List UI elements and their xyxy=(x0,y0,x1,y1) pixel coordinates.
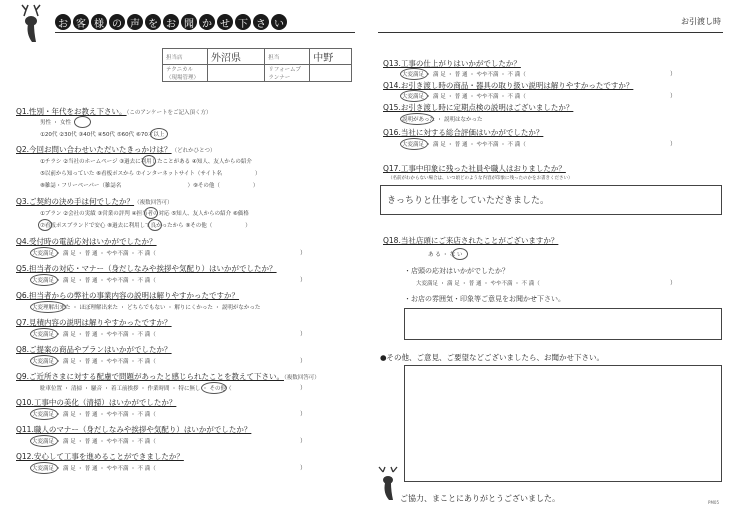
technical-value[interactable] xyxy=(208,65,265,82)
title-char: か xyxy=(199,14,215,30)
paren-close: ） xyxy=(300,465,307,472)
q17-handwriting: きっちりと仕事をしていただきました。 xyxy=(387,196,550,206)
q18-label: Q18.当社店頭にご来店されたことがございますか？ xyxy=(383,236,559,245)
q3-label: Q3.ご契約の決め手は何でしたか？（複数回答可） xyxy=(16,197,173,206)
answer-circle xyxy=(400,68,428,80)
right-page-title: お引渡し時 xyxy=(681,17,721,26)
answer-circle xyxy=(30,274,58,286)
title-char: お xyxy=(55,14,71,30)
paren-close: ） xyxy=(670,93,677,100)
answer-circle xyxy=(201,382,227,394)
q10-label: Q10.工事中の美化（清掃）はいかがでしたか？ xyxy=(16,398,177,407)
title-char: い xyxy=(271,14,287,30)
q9-options[interactable]: 駐車位置 ・ 清掃 ・ 騒音 ・ 着工前挨拶 ・ 作業時間 ・ 特に無し ・ その他（ xyxy=(40,386,232,392)
q18-atmosphere-question: ・お店の雰囲気・印象等ご意見をお聞かせ下さい。 xyxy=(404,295,565,303)
paren-close: ） xyxy=(300,358,307,365)
q18-atmosphere-box[interactable] xyxy=(404,308,722,340)
answer-circle xyxy=(38,219,52,231)
q10-options[interactable]: 大変満足 ・ 満 足 ・ 普 通 ・ やや不満 ・ 不 満（ xyxy=(32,412,156,418)
q9-label: Q9.ご近所さまに対する配慮で問題があったと感じられたことを教えて下さい。（複数回答可） xyxy=(16,372,320,381)
planner-label: リフォームプランナー xyxy=(265,65,310,82)
q14-options[interactable]: 大変満足 ・ 満 足 ・ 普 通 ・ やや不満 ・ 不 満（ xyxy=(402,94,526,100)
q6-options[interactable]: 大変理解出来た ・ ほぼ理解出来た ・ どちらでもない ・ 解りにくかった ・ 説明がなかった xyxy=(32,305,261,311)
title-char: さ xyxy=(253,14,269,30)
title-char: 聞 xyxy=(181,14,197,30)
other-comments-box[interactable] xyxy=(404,365,722,482)
answer-circle xyxy=(30,435,58,447)
answer-circle xyxy=(400,113,434,125)
q17-note: （名前がわからない場合は、いつ頃どのような内容が印象に残ったのかをお書きください） xyxy=(388,176,573,181)
staff-value[interactable]: 中野 xyxy=(310,49,352,65)
answer-circle xyxy=(30,328,58,340)
staff-table xyxy=(162,48,352,82)
q11-options[interactable]: 大変満足 ・ 満 足 ・ 普 通 ・ やや不満 ・ 不 満（ xyxy=(32,439,156,445)
title-char: 下 xyxy=(235,14,251,30)
q16-label: Q16.当社に対する総合評価はいかがでしたか？ xyxy=(383,128,544,137)
q7-label: Q7.見積内容の説明は解りやすかったですか？ xyxy=(16,318,172,327)
footer-thanks: ご協力、まことにありがとうございました。 xyxy=(400,494,560,503)
q5-label: Q5.担当者の対応・マナー（身だしなみや挨拶や気配り）はいかがでしたか？ xyxy=(16,264,277,273)
q2-line3[interactable]: ⑧雑誌・フリーペーパー（雑誌名 ）⑨その他（ ） xyxy=(40,183,259,189)
branch-label: 担当店 xyxy=(163,49,208,65)
q6-label: Q6.担当者からの弊社の事業内容の説明は解りやすかったですか？ xyxy=(16,291,240,300)
paren-close: ） xyxy=(300,411,307,418)
answer-circle xyxy=(30,247,58,259)
q1-label: Q1.性別・年代をお教え下さい。（このアンケートをご記入頂く方） xyxy=(16,107,212,116)
paren-close: ） xyxy=(300,385,307,392)
paren-close: ） xyxy=(670,141,677,148)
answer-circle xyxy=(30,408,58,420)
answer-circle xyxy=(400,90,428,102)
form-code: PM05 xyxy=(708,500,719,505)
paren-close: ） xyxy=(300,331,307,338)
answer-circle xyxy=(144,207,158,219)
title-char: せ xyxy=(217,14,233,30)
q1-gender[interactable]: 男性 ・ 女性 xyxy=(40,120,71,126)
q15-options[interactable]: 説明があった ・ 説明はなかった xyxy=(402,117,483,123)
q15-label: Q15.お引き渡し時に定期点検の説明はございましたか？ xyxy=(383,103,574,112)
deer-logo-icon xyxy=(12,4,52,44)
q3-line2[interactable]: ⑦看板ポスブランドで安心 ⑧過去に利用して良かったから ⑨その他（ ） xyxy=(40,223,251,229)
title-char: を xyxy=(145,14,161,30)
answer-circle xyxy=(452,248,468,260)
q17-label: Q17.工事中印象に残った社員や職人はおりましたか？ xyxy=(383,164,566,173)
q4-label: Q4.受付時の電話応対はいかがでしたか？ xyxy=(16,237,157,246)
answer-circle xyxy=(150,128,168,140)
staff-label: 担当 xyxy=(265,49,310,65)
q13-options[interactable]: 大変満足 ・ 満 足 ・ 普 通 ・ やや不満 ・ 不 満（ xyxy=(402,72,526,78)
title-divider xyxy=(378,32,723,33)
q18-counter-question: ・店頭の応対はいかがでしたか？ xyxy=(404,267,509,275)
answer-circle xyxy=(30,355,58,367)
paren-close: ） xyxy=(300,250,307,257)
q5-options[interactable]: 大変満足 ・ 満 足 ・ 普 通 ・ やや不満 ・ 不 満（ xyxy=(32,278,156,284)
q18-options[interactable]: あ る ・ な い xyxy=(428,252,463,258)
q11-label: Q11.職人のマナー（身だしなみや挨拶や気配り）はいかがでしたか？ xyxy=(16,425,252,434)
q1-ages[interactable]: ①20代 ②30代 ③40代 ④50代 ⑤60代 ⑥70才以上 xyxy=(40,132,165,138)
answer-circle xyxy=(142,155,156,167)
paren-close: ） xyxy=(300,438,307,445)
q4-options[interactable]: 大変満足 ・ 満 足 ・ 普 通 ・ やや不満 ・ 不 満（ xyxy=(32,251,156,257)
answer-circle xyxy=(74,116,91,128)
q16-options[interactable]: 大変満足 ・ 満 足 ・ 普 通 ・ やや不満 ・ 不 満（ xyxy=(402,142,526,148)
q3-line1[interactable]: ①プラン ②会社の実績 ③営業の評判 ④担当者の対応 ⑤知人、友人からの紹介 ⑥価格 xyxy=(40,211,249,217)
survey-title xyxy=(55,14,287,30)
answer-circle xyxy=(30,462,58,474)
q14-label: Q14.お引き渡し時の商品・器具の取り扱い説明は解りやすかったですか？ xyxy=(383,81,634,90)
q17-answer-box[interactable] xyxy=(380,185,722,215)
branch-value[interactable]: 外沼県 xyxy=(208,49,265,65)
paren-close: ） xyxy=(670,71,677,78)
q7-options[interactable]: 大変満足 ・ 満 足 ・ 普 通 ・ やや不満 ・ 不 満（ xyxy=(32,332,156,338)
title-divider xyxy=(55,32,355,33)
planner-value[interactable] xyxy=(310,65,352,82)
q2-label: Q2.今回お問い合わせいただいたきっかけは？（どれかひとつ） xyxy=(16,145,216,154)
answer-circle xyxy=(400,138,428,150)
q8-label: Q8.ご提案の商品やプランはいかがでしたか？ xyxy=(16,345,172,354)
title-char: お xyxy=(163,14,179,30)
q12-options[interactable]: 大変満足 ・ 満 足 ・ 普 通 ・ やや不満 ・ 不 満（ xyxy=(32,466,156,472)
q13-label: Q13.工事の仕上がりはいかがでしたか？ xyxy=(383,59,521,68)
title-char: 声 xyxy=(127,14,143,30)
answer-circle xyxy=(148,219,162,231)
left-page xyxy=(0,0,364,516)
title-char: 客 xyxy=(73,14,89,30)
q18-counter-options[interactable]: 大変満足 ・ 満 足 ・ 普 通 ・ やや不満 ・ 不 満（ xyxy=(416,281,540,287)
title-char: 様 xyxy=(91,14,107,30)
paren-close: ） xyxy=(300,277,307,284)
q2-line2[interactable]: ⑤以前から知っていた ⑥看板ポスから ⑦インターネットサイト（サイト名 ） xyxy=(40,171,261,177)
title-char: の xyxy=(109,14,125,30)
q2-line1[interactable]: ①チラシ ②当社のホームページ ③過去に利用したことがある ④知人、友人からの紹介 xyxy=(40,159,252,165)
answer-circle xyxy=(30,301,66,313)
other-comments-label: ●その他、ご意見、ご要望などございましたら、お聞かせ下さい。 xyxy=(380,353,605,362)
q12-label: Q12.安心して工事を進めることができましたか？ xyxy=(16,452,184,461)
right-page xyxy=(370,0,729,516)
q8-options[interactable]: 大変満足 ・ 満 足 ・ 普 通 ・ やや不満 ・ 不 満（ xyxy=(32,359,156,365)
technical-label: テクニカル（現場管理） xyxy=(163,65,208,82)
paren-close: ） xyxy=(670,280,677,287)
